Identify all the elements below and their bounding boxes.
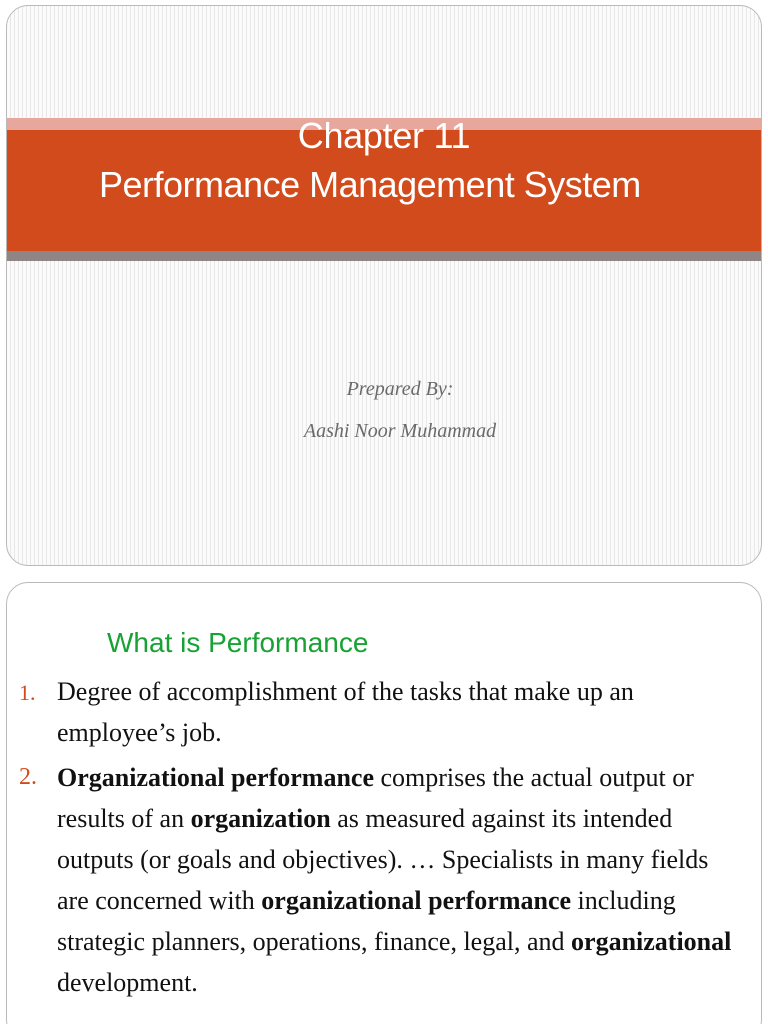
body-text: as measured against its intended outputs (or goals and objectives). … Specialists in many fields are concerned with — [57, 804, 709, 915]
emphasis-text: Organizational performance — [57, 763, 374, 792]
body-text: comprises the actual output or results of an — [57, 763, 694, 833]
author-name: Aashi Noor Muhammad — [303, 420, 497, 442]
chapter-title: Chapter 11 — [297, 115, 471, 156]
title-slide — [6, 5, 762, 566]
list-item-text: Degree of accomplishment of the tasks that make up an employee’s job. — [57, 677, 634, 747]
emphasis-text: organization — [190, 804, 331, 833]
emphasis-text: organizational — [571, 927, 732, 956]
body-text: including strategic planners, operations, finance, legal, and — [57, 886, 676, 956]
list-item-text — [57, 757, 739, 1003]
list-item-number: 1. — [19, 680, 36, 705]
emphasis-text: organizational performance — [261, 886, 572, 915]
presentation-title: Performance Management System — [99, 164, 641, 205]
title-band-bottom-stripe — [7, 251, 761, 261]
content-slide — [6, 582, 762, 1024]
prepared-by-label: Prepared By: — [346, 378, 454, 400]
list-item — [19, 671, 739, 753]
body-text: development. — [57, 968, 198, 997]
slide-heading: What is Performance — [107, 627, 369, 658]
list-item — [19, 757, 739, 1003]
list-item-number: 2. — [19, 764, 37, 790]
